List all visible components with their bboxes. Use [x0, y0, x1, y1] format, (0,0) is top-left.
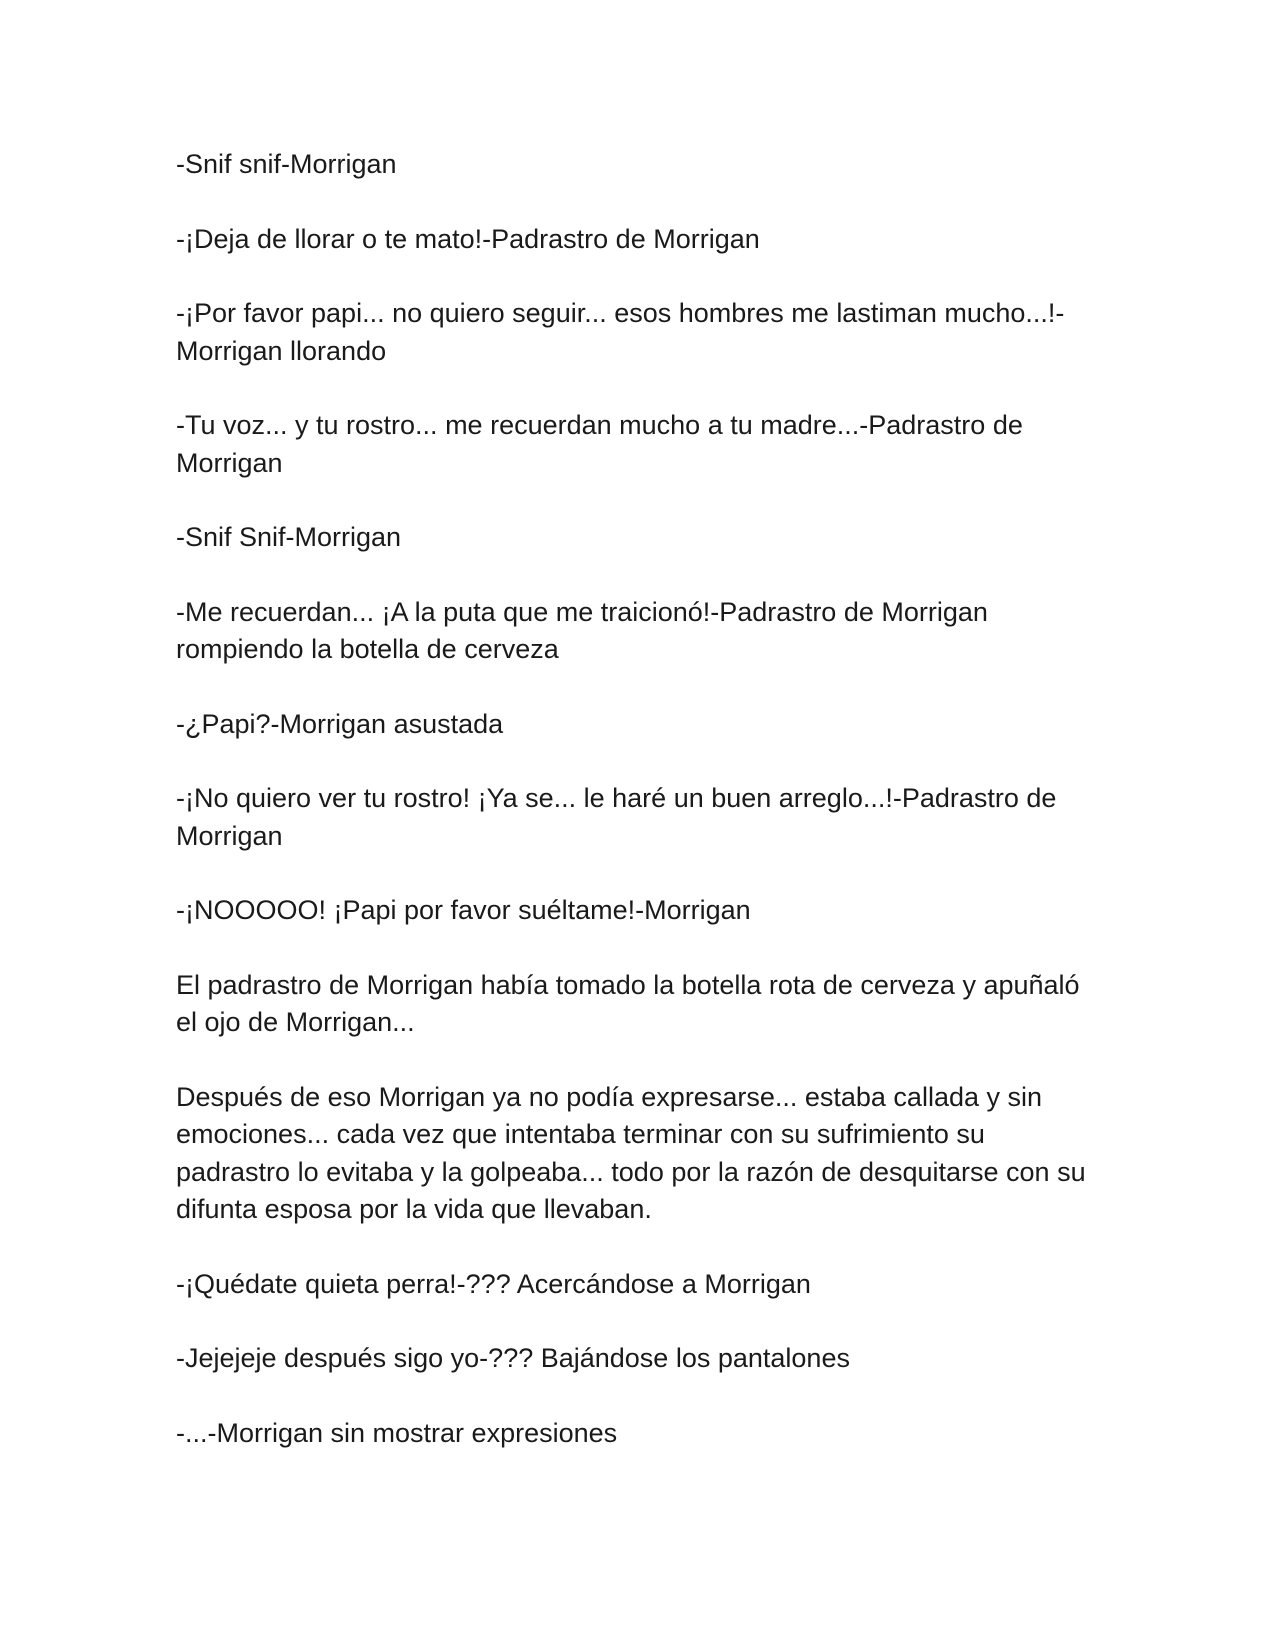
paragraph: -¡Por favor papi... no quiero seguir... esos hombres me lastiman mucho...!-Morrigan llorando: [176, 298, 1065, 366]
paragraph: -Tu voz... y tu rostro... me recuerdan mucho a tu madre...-Padrastro de Morrigan: [176, 410, 1023, 478]
paragraph: -Snif snif-Morrigan: [176, 149, 397, 179]
paragraph: El padrastro de Morrigan había tomado la botella rota de cerveza y apuñaló el ojo de Morrigan...: [176, 969, 1080, 1037]
paragraph: -¡NOOOOO! ¡Papi por favor suéltame!-Morrigan: [176, 895, 751, 925]
paragraph: -Jejejeje después sigo yo-??? Bajándose los pantalones: [176, 1343, 850, 1373]
paragraph: -¿Papi?-Morrigan asustada: [176, 708, 504, 739]
paragraph: -¡Deja de llorar o te mato!-Padrastro de Morrigan: [176, 223, 760, 254]
paragraph: -¡Quédate quieta perra!-??? Acercándose a Morrigan: [176, 1268, 811, 1299]
paragraph: Después de eso Morrigan ya no podía expresarse... estaba callada y sin emociones... cada vez que intentaba terminar con su sufrimiento su padrastro lo evitaba y la golpeaba... todo por la razón de desquitarse con su difunta esposa por la vida que llevaban.: [176, 1081, 1086, 1224]
paragraph: -Snif Snif-Morrigan: [176, 522, 402, 552]
paragraph: -Me recuerdan... ¡A la puta que me traicionó!-Padrastro de Morrigan rompiendo la botella de cerveza: [176, 596, 988, 664]
document-body: [176, 146, 1106, 1489]
paragraph: -¡No quiero ver tu rostro! ¡Ya se... le haré un buen arreglo...!-Padrastro de Morrigan: [176, 783, 1057, 851]
paragraph: -...-Morrigan sin mostrar expresiones: [176, 1417, 618, 1448]
